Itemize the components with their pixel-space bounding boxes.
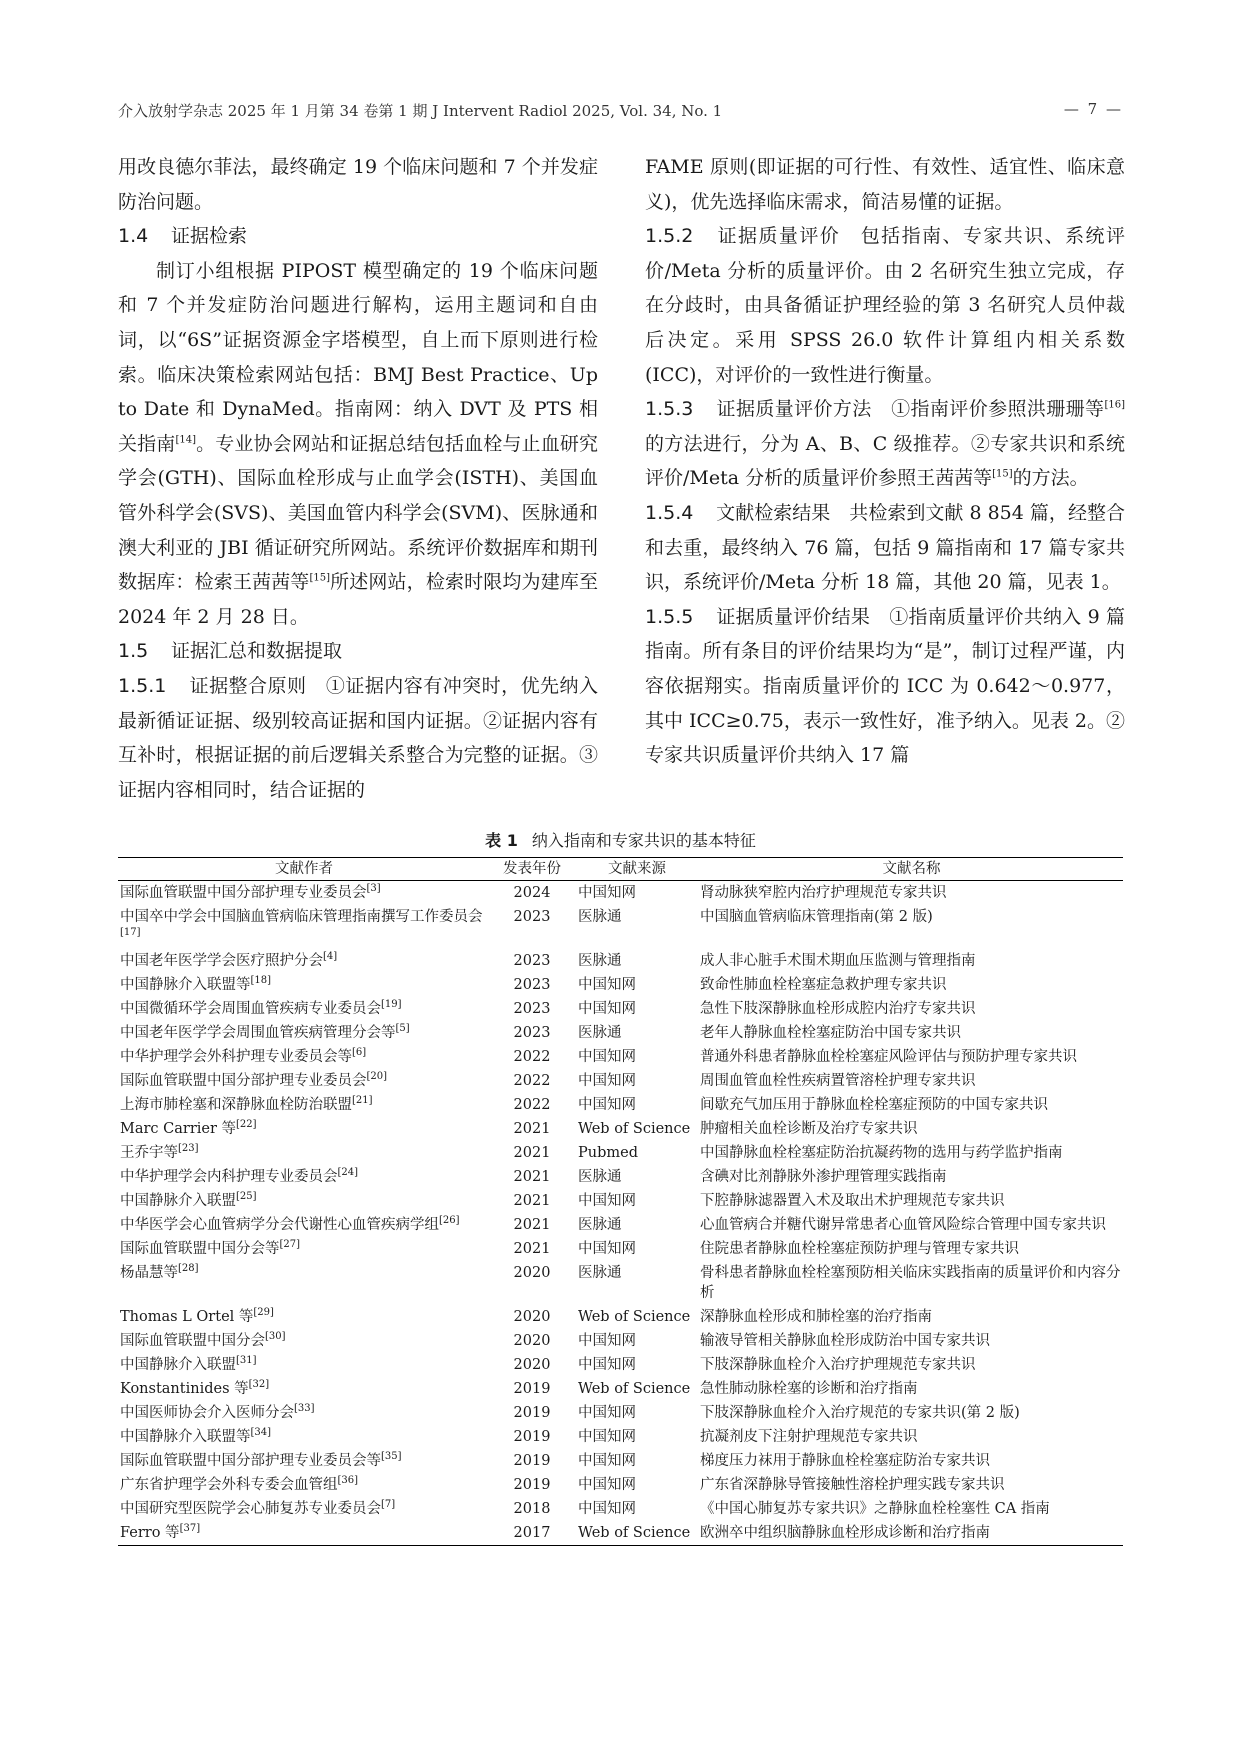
table-row — [118, 1305, 1123, 1329]
column-header-source: 文献来源 — [568, 858, 696, 881]
citation-ref: [16] — [1104, 399, 1125, 411]
guidelines-table — [118, 857, 1123, 1546]
cell-year: 2024 — [513, 885, 551, 901]
cell-title: 下腔静脉滤器置入术及取出术护理规范专家共识 — [700, 1193, 1005, 1209]
cell-year: 2022 — [513, 1049, 551, 1065]
author-text: 国际血管联盟中国分部护理专业委员会等 — [120, 1453, 381, 1469]
author-text: 中国研究型医院学会心肺复苏专业委员会 — [120, 1501, 381, 1517]
subsection-heading-1-5-1: 1.5.1 证据整合原则 — [118, 674, 307, 697]
cell-year: 2019 — [513, 1477, 551, 1493]
cell-author — [118, 949, 496, 973]
cell-source: 中国知网 — [578, 1097, 636, 1113]
citation-ref: [5] — [395, 1023, 410, 1035]
table-row — [118, 1497, 1123, 1521]
cell-author — [118, 1473, 496, 1497]
cell-title: 抗凝剂皮下注射护理规范专家共识 — [700, 1429, 918, 1445]
cell-author — [118, 997, 496, 1021]
author-text: 中国静脉介入联盟 — [120, 1193, 236, 1209]
citation-ref: [27] — [279, 1239, 301, 1251]
citation-ref: [28] — [178, 1263, 199, 1275]
table-row — [118, 1189, 1123, 1213]
cell-source: 中国知网 — [578, 1333, 636, 1349]
section-heading-1-4: 1.4 证据检索 — [118, 225, 248, 248]
cell-source: 中国知网 — [578, 1241, 636, 1257]
author-text: 中国医师协会介入医师分会 — [120, 1405, 294, 1421]
subsection-heading-1-5-4: 1.5.4 文献检索结果 — [645, 501, 831, 524]
cell-source: Pubmed — [578, 1145, 638, 1161]
cell-source: 中国知网 — [578, 1429, 636, 1445]
table-row — [118, 997, 1123, 1021]
table-row — [118, 1045, 1123, 1069]
citation-ref: [35] — [381, 1451, 402, 1463]
citation-ref: [6] — [352, 1047, 367, 1059]
author-text: 中国微循环学会周围血管疾病专业委员会 — [120, 1001, 381, 1017]
cell-source: 中国知网 — [578, 1405, 636, 1421]
table-header-row — [118, 858, 1123, 881]
cell-year: 2021 — [513, 1193, 551, 1209]
left-column — [118, 150, 598, 807]
cell-title: 老年人静脉血栓栓塞症防治中国专家共识 — [700, 1025, 961, 1041]
citation-ref: [30] — [265, 1331, 286, 1343]
cell-source: 中国知网 — [578, 1073, 636, 1089]
table-row — [118, 1377, 1123, 1401]
citation-ref: [24] — [337, 1167, 359, 1179]
cell-title: 致命性肺血栓栓塞症急救护理专家共识 — [700, 977, 947, 993]
cell-year: 2021 — [513, 1217, 551, 1233]
cell-year: 2018 — [513, 1501, 551, 1517]
cell-title: 肾动脉狭窄腔内治疗护理规范专家共识 — [700, 885, 947, 901]
cell-author — [118, 1021, 496, 1045]
cell-source: Web of Science — [578, 1381, 691, 1397]
author-text: 中国静脉介入联盟等 — [120, 1429, 251, 1445]
citation-ref: [14] — [175, 434, 196, 446]
journal-citation: 介入放射学杂志 2025 年 1 月第 34 卷第 1 期 J Intervent Radiol 2025, Vol. 34, No. 1 — [118, 102, 723, 120]
paragraph: 1.5.3 证据质量评价方法 ①指南评价参照洪珊珊等[16]的方法进行，分为 A、B、C 级推荐。②专家共识和系统评价/Meta 分析的质量评价参照王茜茜等[15]的方法。 — [645, 398, 1125, 490]
cell-author — [118, 1213, 496, 1237]
citation-ref: [26] — [439, 1215, 460, 1227]
cell-year: 2021 — [513, 1241, 551, 1257]
table-row — [118, 1117, 1123, 1141]
cell-title: 深静脉血栓形成和肺栓塞的治疗指南 — [700, 1309, 932, 1325]
cell-author — [118, 881, 496, 906]
citation-ref: [19] — [381, 999, 402, 1011]
cell-title: 成人非心脏手术围术期血压监测与管理指南 — [700, 953, 976, 969]
cell-source: 医脉通 — [578, 1025, 622, 1041]
author-text: 中国老年医学学会周围血管疾病管理分会等 — [120, 1025, 396, 1041]
cell-source: 中国知网 — [578, 1001, 636, 1017]
cell-author — [118, 1117, 496, 1141]
cell-year: 2020 — [513, 1357, 551, 1373]
cell-author — [118, 1045, 496, 1069]
citation-ref: [31] — [236, 1355, 257, 1367]
cell-year: 2023 — [513, 1001, 551, 1017]
citation-ref: [18] — [250, 975, 272, 987]
cell-title: 周围血管血栓性疾病置管溶栓护理专家共识 — [700, 1073, 976, 1089]
cell-year: 2022 — [513, 1097, 551, 1113]
paragraph: 制订小组根据 PIPOST 模型确定的 19 个临床问题和 7 个并发症防治问题进行解构，运用主题词和自由词，以“6S”证据资源金字塔模型，自上而下原则进行检索。临床决策检索网站包括：BMJ Best Practice、Up to Date 和 DynaMed。指南网：纳入 DVT 及 PTS 相关指南[14]。专业协会网站和证据总结包括血栓与止血研究学会(GTH)、国际血栓形成与止血学会(ISTH)、美国血管外科学会(SVS)、美国血管内科学会(SVM)、医脉通和澳大利亚的 JBI 循证研究所网站。系统评价数据库和期刊数据库：检索王茜茜等[15]所述网站，检索时限均为建库至 2024 年 2 月 28 日。 — [118, 259, 598, 628]
table-row — [118, 1521, 1123, 1546]
cell-title: 欧洲卒中组织脑静脉血栓形成诊断和治疗指南 — [696, 1521, 1123, 1546]
cell-author — [118, 1093, 496, 1117]
cell-year: 2023 — [513, 977, 551, 993]
paragraph: 1.5.1 证据整合原则 ①证据内容有冲突时，优先纳入最新循证证据、级别较高证据和国内证据。②证据内容有互补时，根据证据的前后逻辑关系整合为完整的证据。③证据内容相同时，结合证据的 — [118, 674, 598, 801]
cell-source: 医脉通 — [578, 1265, 622, 1281]
cell-author — [118, 1425, 496, 1449]
citation-ref: [37] — [179, 1523, 201, 1535]
cell-source: 中国知网 — [578, 1477, 636, 1493]
citation-ref: [7] — [381, 1499, 396, 1511]
cell-source: 中国知网 — [578, 1453, 636, 1469]
citation-ref: [15] — [309, 572, 330, 584]
table-row — [118, 1069, 1123, 1093]
cell-author — [118, 1353, 496, 1377]
author-text: 中华医学会心血管病学分会代谢性心血管疾病学组 — [120, 1217, 439, 1233]
cell-source: Web of Science — [568, 1521, 696, 1546]
cell-source: 中国知网 — [578, 1049, 636, 1065]
table-row — [118, 949, 1123, 973]
author-text: Thomas L Ortel 等 — [120, 1309, 254, 1325]
paragraph: 1.5.2 证据质量评价 包括指南、专家共识、系统评价/Meta 分析的质量评价。由 2 名研究生独立完成，存在分歧时，由具备循证护理经验的第 3 名研究人员仲裁后决定。采用 SPSS 26.0 软件计算组内相关系数(ICC)，对评价的一致性进行衡量。 — [645, 225, 1125, 386]
author-text: Ferro 等 — [120, 1525, 180, 1541]
cell-author — [118, 1189, 496, 1213]
table-row — [118, 1473, 1123, 1497]
cell-author — [118, 1141, 496, 1165]
cell-title: 广东省深静脉导管接触性溶栓护理实践专家共识 — [700, 1477, 1005, 1493]
subsection-heading-1-5-5: 1.5.5 证据质量评价结果 — [645, 605, 871, 628]
cell-author — [118, 973, 496, 997]
cell-title: 下肢深静脉血栓介入治疗规范的专家共识(第 2 版) — [700, 1405, 1020, 1421]
author-text: 中国静脉介入联盟 — [120, 1357, 236, 1373]
citation-ref: [15] — [992, 469, 1013, 481]
cell-source: 中国知网 — [578, 1501, 636, 1517]
table-row — [118, 1329, 1123, 1353]
table-row — [118, 905, 1123, 949]
cell-source: Web of Science — [578, 1121, 691, 1137]
cell-year: 2023 — [513, 953, 551, 969]
column-header-author: 文献作者 — [118, 858, 496, 881]
citation-ref: [33] — [294, 1403, 315, 1415]
cell-source: 医脉通 — [578, 1169, 622, 1185]
cell-title: 含碘对比剂静脉外渗护理管理实践指南 — [700, 1169, 947, 1185]
table-row — [118, 1141, 1123, 1165]
cell-title: 间歇充气加压用于静脉血栓栓塞症预防的中国专家共识 — [700, 1097, 1048, 1113]
cell-source: 中国知网 — [578, 1193, 636, 1209]
citation-ref: [4] — [323, 951, 338, 963]
table-title: 纳入指南和专家共识的基本特征 — [531, 831, 756, 850]
citation-ref: [21] — [352, 1095, 373, 1107]
cell-title: 心血管病合并糖代谢异常患者心血管风险综合管理中国专家共识 — [700, 1217, 1106, 1233]
cell-year: 2019 — [513, 1405, 551, 1421]
right-column — [645, 150, 1125, 773]
author-text: 中华护理学会内科护理专业委员会 — [120, 1169, 338, 1185]
cell-author — [118, 905, 496, 949]
author-text: 中华护理学会外科护理专业委员会等 — [120, 1049, 352, 1065]
table-row — [118, 1261, 1123, 1305]
cell-year: 2023 — [513, 909, 551, 925]
author-text: 王乔宇等 — [120, 1145, 178, 1161]
cell-source: 医脉通 — [578, 1217, 622, 1233]
cell-year: 2019 — [513, 1381, 551, 1397]
cell-source: 医脉通 — [578, 909, 622, 925]
author-text: 中国静脉介入联盟等 — [120, 977, 251, 993]
section-heading-1-5: 1.5 证据汇总和数据提取 — [118, 640, 343, 663]
cell-author — [118, 1521, 496, 1546]
citation-ref: [23] — [178, 1143, 199, 1155]
cell-author — [118, 1237, 496, 1261]
cell-title: 梯度压力袜用于静脉血栓栓塞症防治专家共识 — [700, 1453, 990, 1469]
citation-ref: [22] — [236, 1119, 257, 1131]
table-row — [118, 1353, 1123, 1377]
cell-title: 急性下肢深静脉血栓形成腔内治疗专家共识 — [700, 1001, 976, 1017]
page-number: — 7 — — [1063, 100, 1123, 118]
cell-title: 中国脑血管病临床管理指南(第 2 版) — [700, 909, 933, 925]
cell-source: 中国知网 — [578, 977, 636, 993]
cell-year: 2021 — [513, 1145, 551, 1161]
cell-year: 2019 — [513, 1453, 551, 1469]
table-row — [118, 973, 1123, 997]
subsection-heading-1-5-2: 1.5.2 证据质量评价 — [645, 225, 841, 248]
cell-source: Web of Science — [578, 1309, 691, 1325]
author-text: 杨晶慧等 — [120, 1265, 178, 1281]
cell-title: 中国静脉血栓栓塞症防治抗凝药物的选用与药学监护指南 — [700, 1145, 1063, 1161]
table-row — [118, 1449, 1123, 1473]
table-body — [118, 881, 1123, 1546]
cell-year: 2023 — [513, 1025, 551, 1041]
cell-source: 中国知网 — [578, 885, 636, 901]
author-text: 上海市肺栓塞和深静脉血栓防治联盟 — [120, 1097, 352, 1113]
cell-title: 下肢深静脉血栓介入治疗护理规范专家共识 — [700, 1357, 976, 1373]
author-text: Konstantinides 等 — [120, 1381, 249, 1397]
cell-year: 2020 — [513, 1309, 551, 1325]
table-row — [118, 1093, 1123, 1117]
cell-author — [118, 1497, 496, 1521]
citation-ref: [34] — [250, 1427, 272, 1439]
cell-year: 2019 — [513, 1429, 551, 1445]
cell-year: 2021 — [513, 1121, 551, 1137]
cell-year: 2020 — [513, 1265, 551, 1281]
cell-source: 医脉通 — [578, 953, 622, 969]
author-text: Marc Carrier 等 — [120, 1121, 237, 1137]
cell-title: 住院患者静脉血栓栓塞症预防护理与管理专家共识 — [700, 1241, 1019, 1257]
cell-author — [118, 1401, 496, 1425]
author-text: 广东省护理学会外科专委会血管组 — [120, 1477, 338, 1493]
paragraph: 1.5.5 证据质量评价结果 ①指南质量评价共纳入 9 篇指南。所有条目的评价结果均为“是”，制订过程严谨，内容依据翔实。指南质量评价的 ICC 为 0.642～0.977，其中 ICC≥0.75，表示一致性好，准予纳入。见表 2。②专家共识质量评价共纳入 17 篇 — [645, 605, 1125, 767]
author-text: 中国老年医学学会医疗照护分会 — [120, 953, 323, 969]
running-header — [118, 100, 1123, 126]
paragraph: 用改良德尔菲法，最终确定 19 个临床问题和 7 个并发症防治问题。 — [118, 156, 598, 213]
table-row — [118, 1425, 1123, 1449]
cell-year: 2022 — [513, 1073, 551, 1089]
citation-ref: [17] — [120, 927, 141, 939]
cell-title: 肿瘤相关血栓诊断及治疗专家共识 — [700, 1121, 918, 1137]
author-text: 国际血管联盟中国分会 — [120, 1333, 265, 1349]
cell-title: 输液导管相关静脉血栓形成防治中国专家共识 — [700, 1333, 990, 1349]
citation-ref: [32] — [248, 1379, 270, 1391]
cell-year: 2020 — [513, 1333, 551, 1349]
paragraph: FAME 原则(即证据的可行性、有效性、适宜性、临床意义)，优先选择临床需求，简洁易懂的证据。 — [645, 156, 1125, 213]
citation-ref: [25] — [236, 1191, 257, 1203]
cell-author — [118, 1449, 496, 1473]
cell-author — [118, 1377, 496, 1401]
cell-author — [118, 1329, 496, 1353]
citation-ref: [3] — [366, 883, 381, 895]
table-1 — [118, 828, 1123, 1546]
cell-title: 普通外科患者静脉血栓栓塞症风险评估与预防护理专家共识 — [700, 1049, 1077, 1065]
column-header-title: 文献名称 — [696, 858, 1123, 881]
citation-ref: [20] — [366, 1071, 388, 1083]
cell-title: 《中国心肺复苏专家共识》之静脉血栓栓塞性 CA 指南 — [700, 1501, 1050, 1517]
paragraph: 1.5.4 文献检索结果 共检索到文献 8 854 篇，经整合和去重，最终纳入 76 篇，包括 9 篇指南和 17 篇专家共识，系统评价/Meta 分析 18 篇，其他 20 篇，见表 1。 — [645, 501, 1125, 594]
table-row — [118, 1237, 1123, 1261]
table-row — [118, 1401, 1123, 1425]
table-row — [118, 1021, 1123, 1045]
citation-ref: [29] — [253, 1307, 274, 1319]
cell-author — [118, 1165, 496, 1189]
subsection-heading-1-5-3: 1.5.3 证据质量评价方法 — [645, 398, 872, 421]
table-caption — [118, 828, 1123, 851]
table-label: 表 1 — [485, 831, 518, 850]
author-text: 中国卒中学会中国脑血管病临床管理指南撰写工作委员会 — [120, 909, 483, 925]
cell-author — [118, 1069, 496, 1093]
table-row — [118, 881, 1123, 906]
table-row — [118, 1165, 1123, 1189]
author-text: 国际血管联盟中国分部护理专业委员会 — [120, 1073, 367, 1089]
cell-author — [118, 1261, 496, 1305]
cell-title: 骨科患者静脉血栓栓塞预防相关临床实践指南的质量评价和内容分析 — [700, 1265, 1121, 1301]
column-header-year: 发表年份 — [496, 858, 568, 881]
table-row — [118, 1213, 1123, 1237]
cell-author — [118, 1305, 496, 1329]
cell-year: 2021 — [513, 1169, 551, 1185]
cell-title: 急性肺动脉栓塞的诊断和治疗指南 — [700, 1381, 918, 1397]
citation-ref: [36] — [337, 1475, 359, 1487]
cell-year: 2017 — [496, 1521, 568, 1546]
cell-source: 中国知网 — [578, 1357, 636, 1373]
author-text: 国际血管联盟中国分部护理专业委员会 — [120, 885, 367, 901]
author-text: 国际血管联盟中国分会等 — [120, 1241, 280, 1257]
